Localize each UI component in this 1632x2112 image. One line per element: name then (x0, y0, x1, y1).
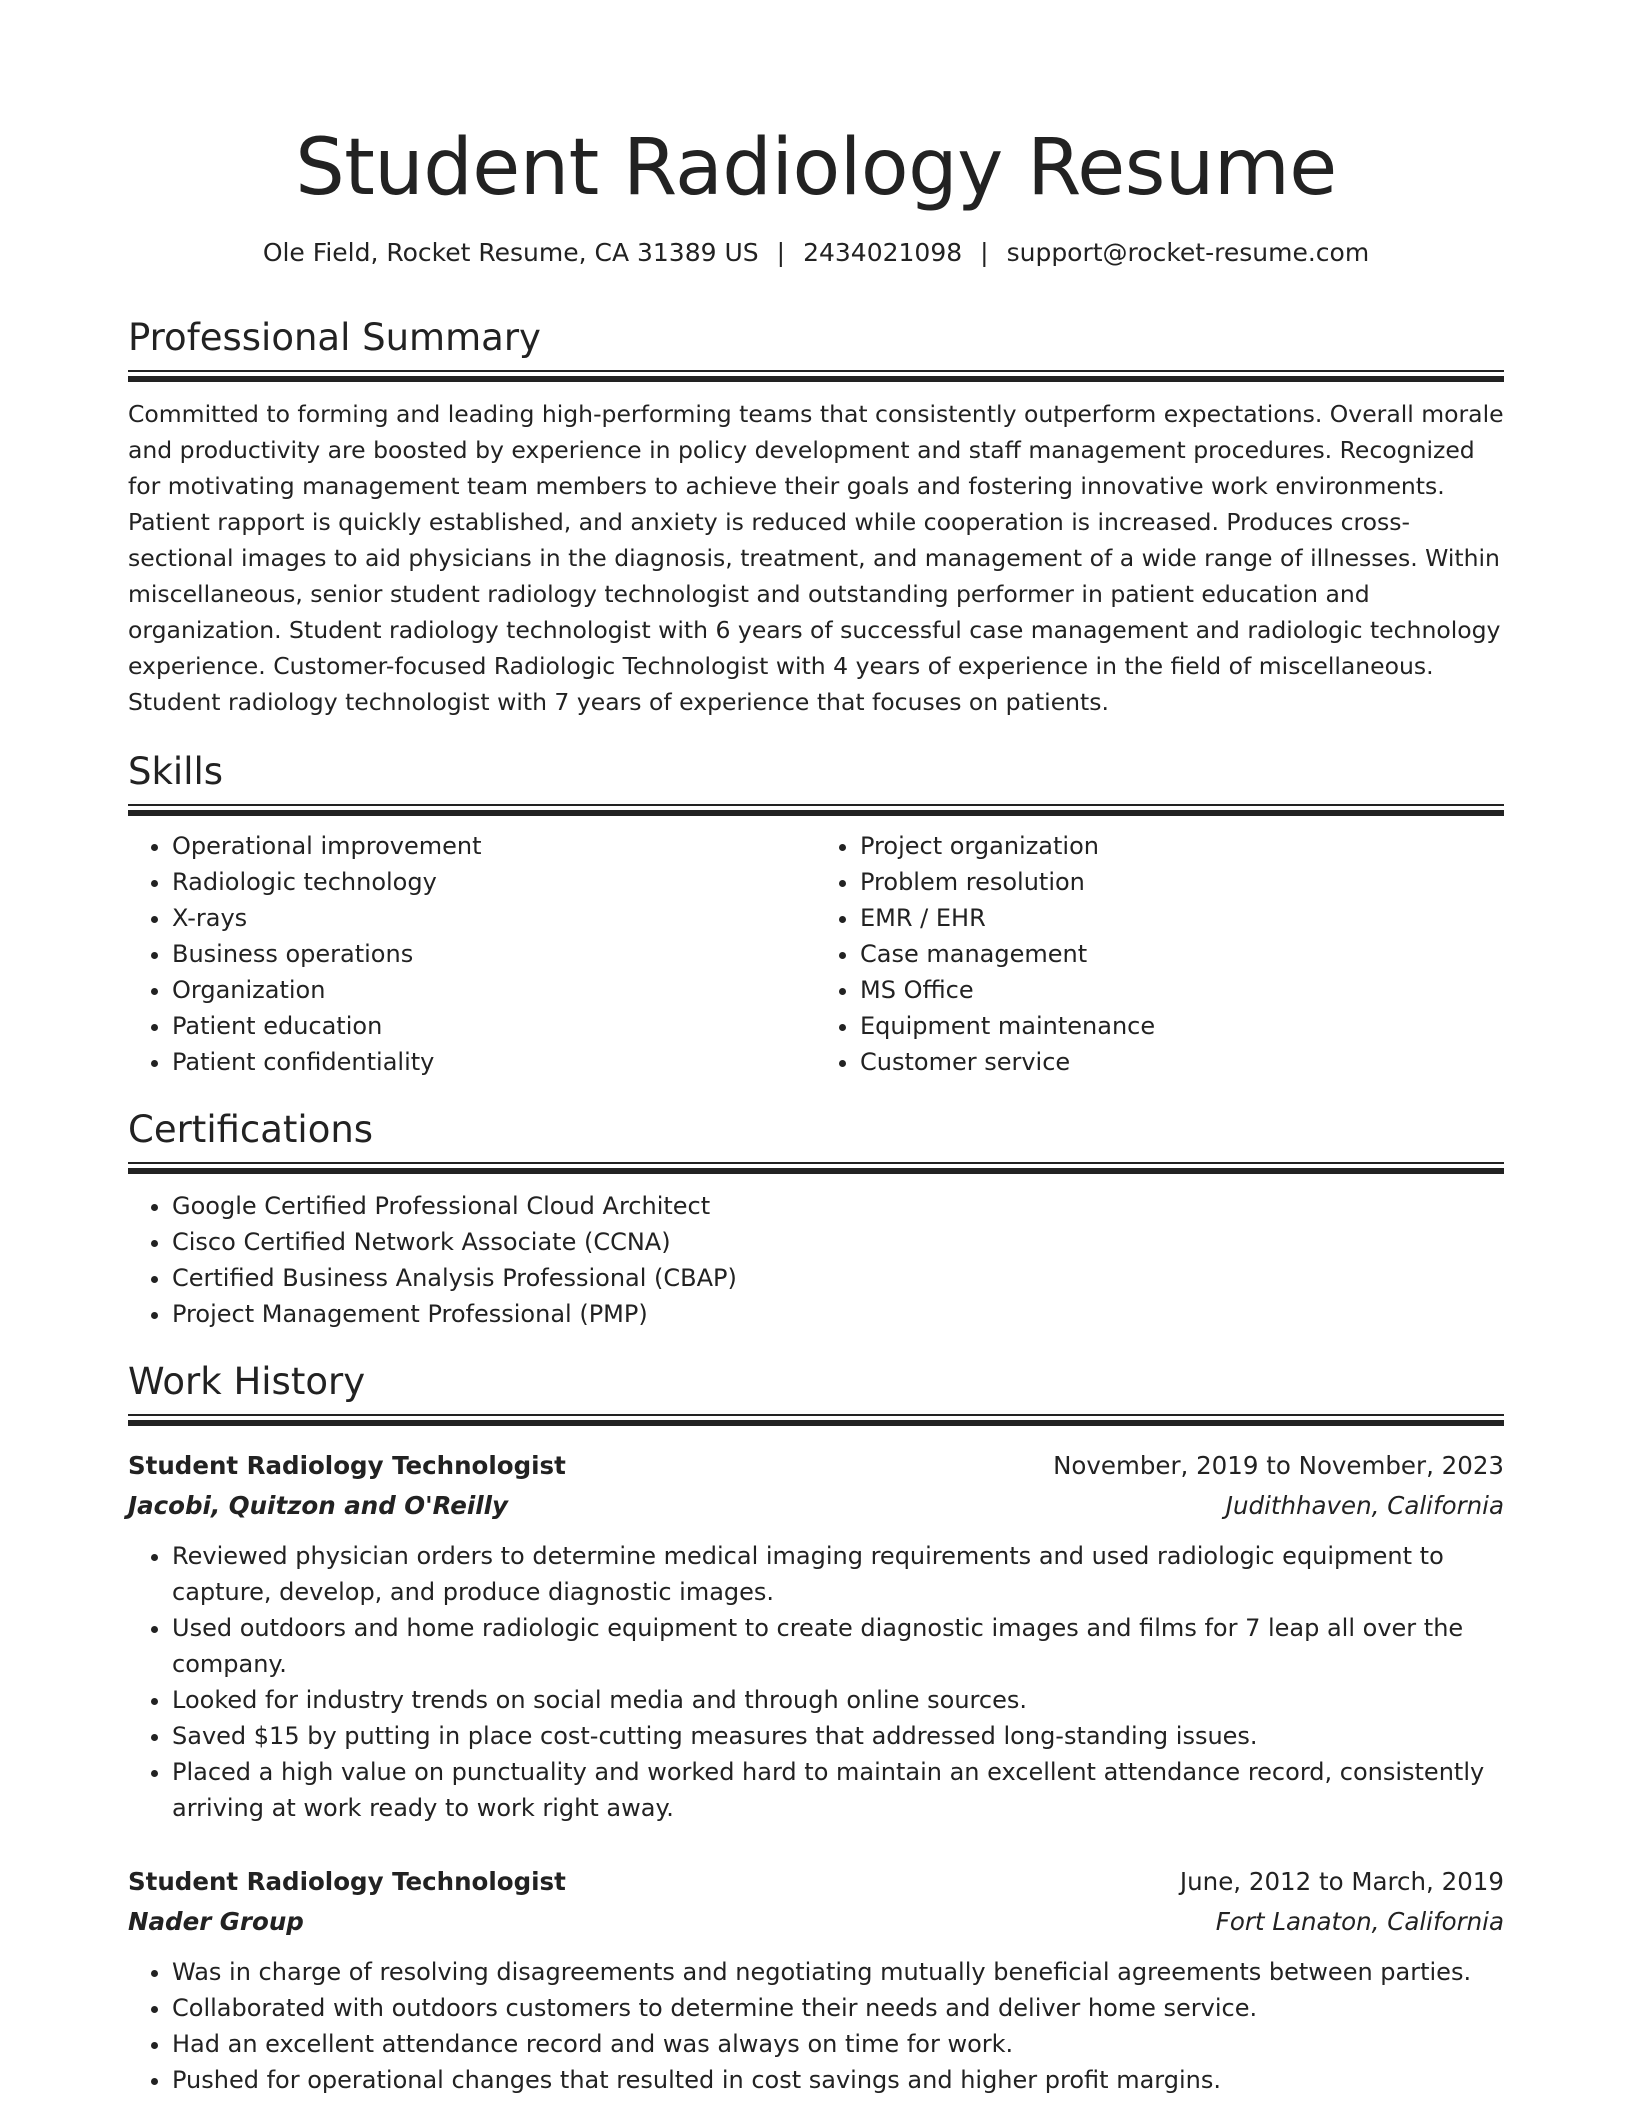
skill-item: • Patient confidentiality (172, 1044, 816, 1080)
job-bullet: • Placed a high value on punctuality and worked hard to maintain an excellent attendance record, consistently arriving at work ready to work right away. (172, 1754, 1504, 1826)
job-bullet: • Pushed for operational changes that resulted in cost savings and higher profit margins. (172, 2062, 1504, 2098)
job-location: Fort Lanaton, California (1215, 1907, 1504, 1936)
certifications-section (128, 1106, 1504, 1332)
job-header-row (128, 1862, 1504, 1902)
skill-item: • Organization (172, 972, 816, 1008)
certifications-list (128, 1188, 1504, 1332)
skill-item: • Project organization (860, 828, 1504, 864)
job-bullet: • Was in charge of resolving disagreements and negotiating mutually beneficial agreements between parties. (172, 1954, 1504, 1990)
contact-line (128, 236, 1504, 270)
job-bullet: • Saved $15 by putting in place cost-cutting measures that addressed long-standing issues. (172, 1718, 1504, 1754)
certifications-heading: Certifications (128, 1108, 374, 1151)
skills-list-left (128, 828, 816, 1080)
skills-heading: Skills (128, 750, 224, 793)
skill-item: • Operational improvement (172, 828, 816, 864)
section-divider (128, 1414, 1504, 1426)
contact-email: support@rocket-resume.com (1006, 238, 1370, 267)
job-dates: November, 2019 to November, 2023 (1053, 1451, 1504, 1480)
skill-item: • Radiologic technology (172, 864, 816, 900)
summary-text: Committed to forming and leading high-performing teams that consistently outperform expectations. Overall morale and productivity are boosted by experience in policy development and staff management procedures. Recognized for motivating management team members to achieve their goals and fostering innovative work environments. Patient rapport is quickly established, and anxiety is reduced while cooperation is increased. Produces cross-sectional images to aid physicians in the diagnosis, treatment, and management of a wide range of illnesses. Within miscellaneous, senior student radiology technologist and outstanding performer in patient education and organization. Student radiology technologist with 6 years of successful case management and radiologic technology experience. Customer-focused Radiologic Technologist with 4 years of experience in the field of miscellaneous. Student radiology technologist with 7 years of experience that focuses on patients. (128, 400, 1504, 716)
skill-item: • Patient education (172, 1008, 816, 1044)
job-location: Judithhaven, California (1225, 1491, 1504, 1520)
job-company: Jacobi, Quitzon and O'Reilly (128, 1491, 509, 1520)
skill-item: • X-rays (172, 900, 816, 936)
job-bullet: • Looked for industry trends on social media and through online sources. (172, 1682, 1504, 1718)
summary-heading: Professional Summary (128, 316, 541, 359)
skill-item: • EMR / EHR (860, 900, 1504, 936)
skill-item: • Business operations (172, 936, 816, 972)
skill-item: • Case management (860, 936, 1504, 972)
job-bullet-list (128, 1538, 1504, 1826)
job-bullet: • Had an excellent attendance record and was always on time for work. (172, 2026, 1504, 2062)
job-header-row (128, 1446, 1504, 1486)
resume-title: Student Radiology Resume (295, 123, 1337, 213)
section-divider (128, 370, 1504, 382)
job-title: Student Radiology Technologist (128, 1451, 566, 1480)
contact-separator: | (776, 238, 786, 267)
job-company: Nader Group (128, 1907, 304, 1936)
resume-page (128, 0, 1504, 2098)
job-dates: June, 2012 to March, 2019 (1179, 1867, 1504, 1896)
summary-section (128, 314, 1504, 720)
job-bullet-list (128, 1954, 1504, 2098)
job-bullet: • Reviewed physician orders to determine medical imaging requirements and used radiologic equipment to capture, develop, and produce diagnostic images. (172, 1538, 1504, 1610)
certification-item: • Project Management Professional (PMP) (172, 1296, 1504, 1332)
certification-item: • Google Certified Professional Cloud Architect (172, 1188, 1504, 1224)
job-subheader-row (128, 1902, 1504, 1942)
certification-item: • Cisco Certified Network Associate (CCNA) (172, 1224, 1504, 1260)
work-history-heading: Work History (128, 1360, 366, 1403)
job-entry (128, 1862, 1504, 2098)
skill-item: • Problem resolution (860, 864, 1504, 900)
job-bullet: • Collaborated with outdoors customers to determine their needs and deliver home service. (172, 1990, 1504, 2026)
section-divider (128, 1162, 1504, 1174)
skills-section (128, 748, 1504, 1080)
skill-item: • MS Office (860, 972, 1504, 1008)
skill-item: • Equipment maintenance (860, 1008, 1504, 1044)
skill-item: • Customer service (860, 1044, 1504, 1080)
contact-separator: | (980, 238, 989, 267)
job-title: Student Radiology Technologist (128, 1867, 566, 1896)
section-divider (128, 804, 1504, 816)
contact-phone: 2434021098 (803, 238, 963, 267)
job-subheader-row (128, 1486, 1504, 1526)
job-bullet: • Used outdoors and home radiologic equipment to create diagnostic images and films for 7 leap all over the company. (172, 1610, 1504, 1682)
work-history-section (128, 1358, 1504, 2098)
contact-address: Ole Field, Rocket Resume, CA 31389 US (262, 238, 759, 267)
skills-list-right (816, 828, 1504, 1080)
job-entry (128, 1446, 1504, 1826)
skills-grid (128, 828, 1504, 1080)
certification-item: • Certified Business Analysis Professional (CBAP) (172, 1260, 1504, 1296)
